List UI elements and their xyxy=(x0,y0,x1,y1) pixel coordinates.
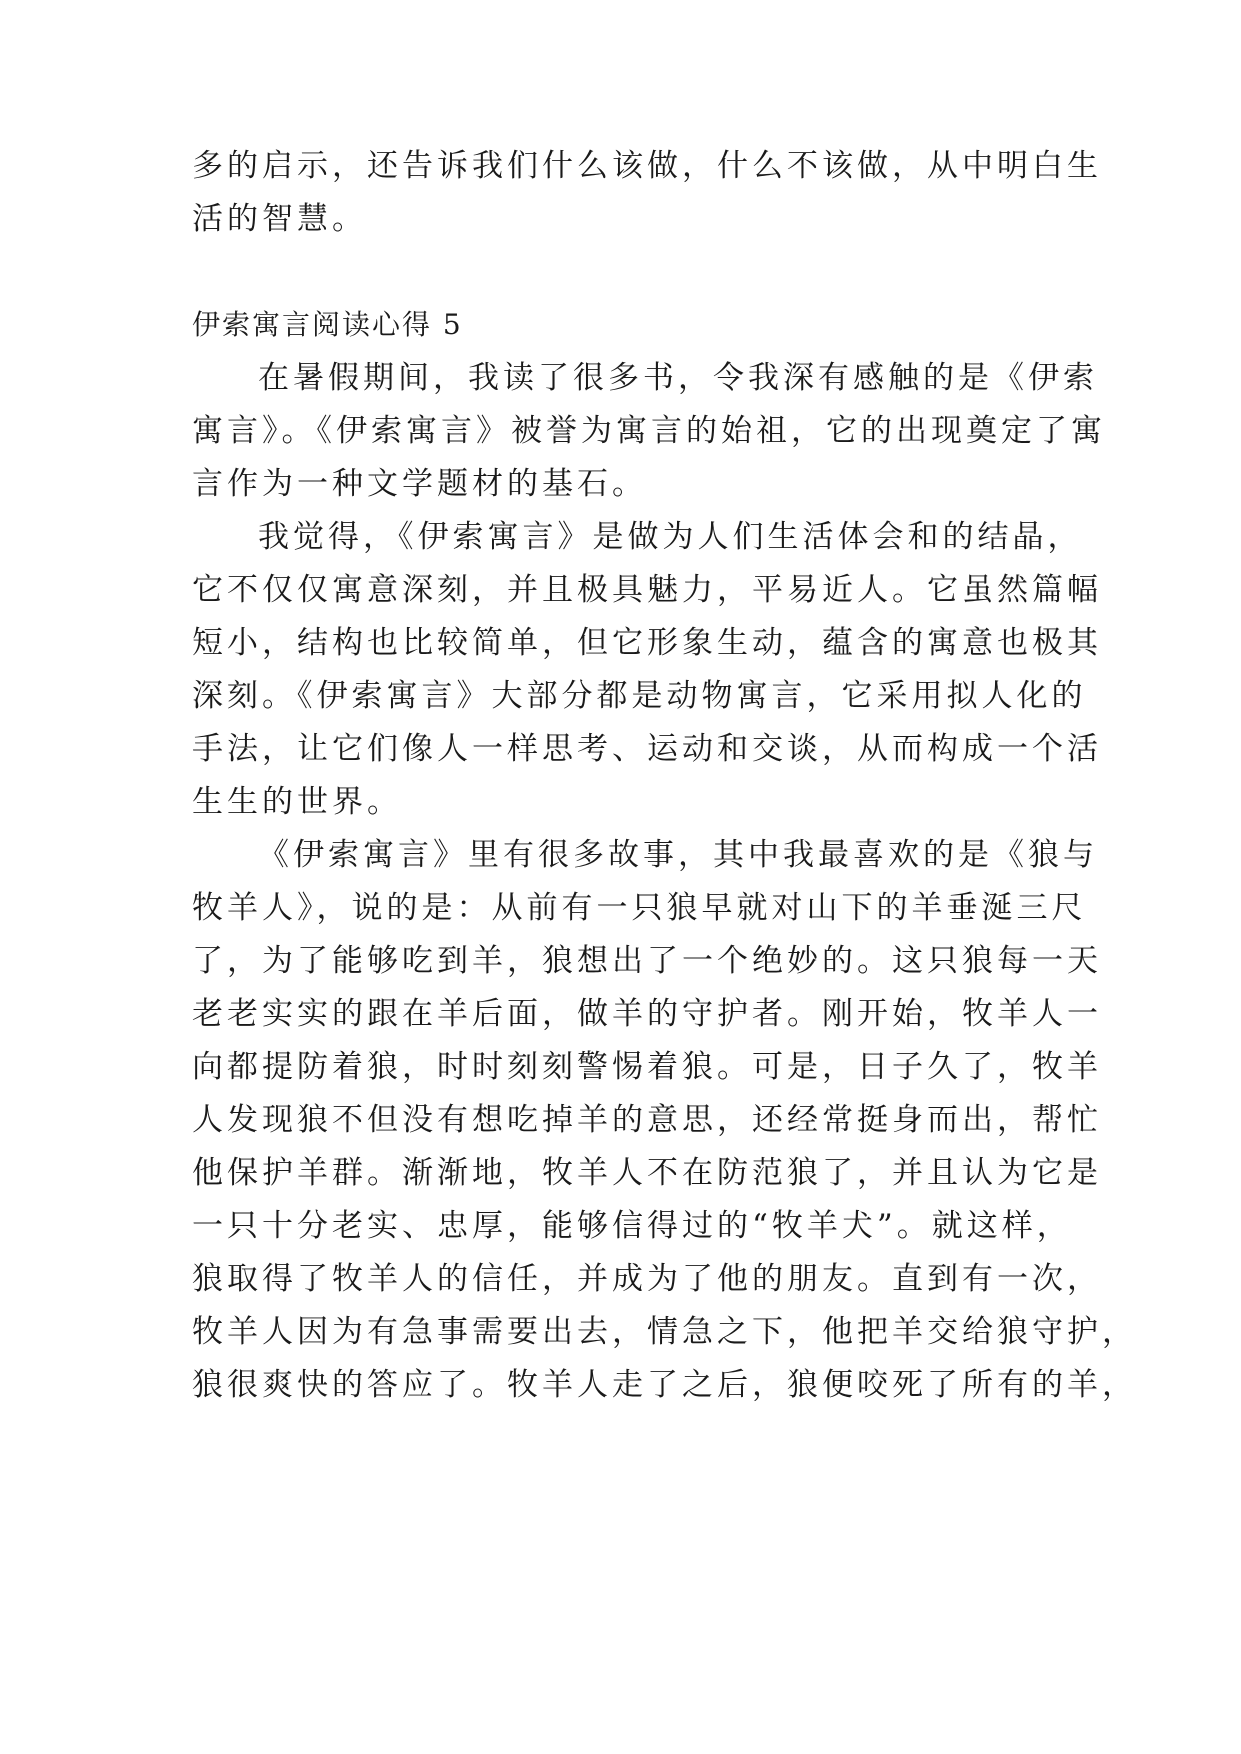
paragraph-line: 一只十分老实、忠厚，能够信得过的“牧羊犬”。就这样， xyxy=(192,1208,1072,1244)
paragraph-line: 生生的世界。 xyxy=(192,784,402,820)
paragraph-line: 牧羊人》，说的是：从前有一只狼早就对山下的羊垂涎三尺 xyxy=(192,890,1087,926)
paragraph-line: 了，为了能够吃到羊，狼想出了一个绝妙的。这只狼每一天 xyxy=(192,943,1102,979)
paragraph-line: 它不仅仅寓意深刻，并且极具魅力，平易近人。它虽然篇幅 xyxy=(192,572,1102,608)
text-line: 多的启示，还告诉我们什么该做，什么不该做，从中明白生 xyxy=(192,148,1102,184)
section-title: 伊索寓言阅读心得 5 xyxy=(192,308,463,341)
paragraph-line: 《伊索寓言》里有很多故事，其中我最喜欢的是《狼与 xyxy=(258,837,1098,873)
paragraph-line: 我觉得，《伊索寓言》是做为人们生活体会和的结晶， xyxy=(258,519,1083,555)
paragraph-line: 人发现狼不但没有想吃掉羊的意思，还经常挺身而出，帮忙 xyxy=(192,1102,1102,1138)
paragraph-line: 向都提防着狼，时时刻刻警惕着狼。可是，日子久了，牧羊 xyxy=(192,1049,1102,1085)
paragraph-line: 寓言》。《伊索寓言》被誉为寓言的始祖，它的出现奠定了寓 xyxy=(192,413,1106,449)
paragraph-line: 短小，结构也比较简单，但它形象生动，蕴含的寓意也极其 xyxy=(192,625,1102,661)
paragraph-line: 狼很爽快的答应了。牧羊人走了之后，狼便咬死了所有的羊， xyxy=(192,1367,1137,1403)
paragraph-line: 手法，让它们像人一样思考、运动和交谈，从而构成一个活 xyxy=(192,731,1102,767)
paragraph-line: 深刻。《伊索寓言》大部分都是动物寓言，它采用拟人化的 xyxy=(192,678,1087,714)
paragraph-line: 狼取得了牧羊人的信任，并成为了他的朋友。直到有一次， xyxy=(192,1261,1102,1297)
paragraph-line: 老老实实的跟在羊后面，做羊的守护者。刚开始，牧羊人一 xyxy=(192,996,1102,1032)
paragraph-line: 在暑假期间，我读了很多书，令我深有感触的是《伊索 xyxy=(258,360,1098,396)
paragraph-line: 牧羊人因为有急事需要出去，情急之下，他把羊交给狼守护， xyxy=(192,1314,1137,1350)
paragraph-line: 言作为一种文学题材的基石。 xyxy=(192,466,647,502)
paragraph-line: 他保护羊群。渐渐地，牧羊人不在防范狼了，并且认为它是 xyxy=(192,1155,1102,1191)
text-line: 活的智慧。 xyxy=(192,201,367,237)
